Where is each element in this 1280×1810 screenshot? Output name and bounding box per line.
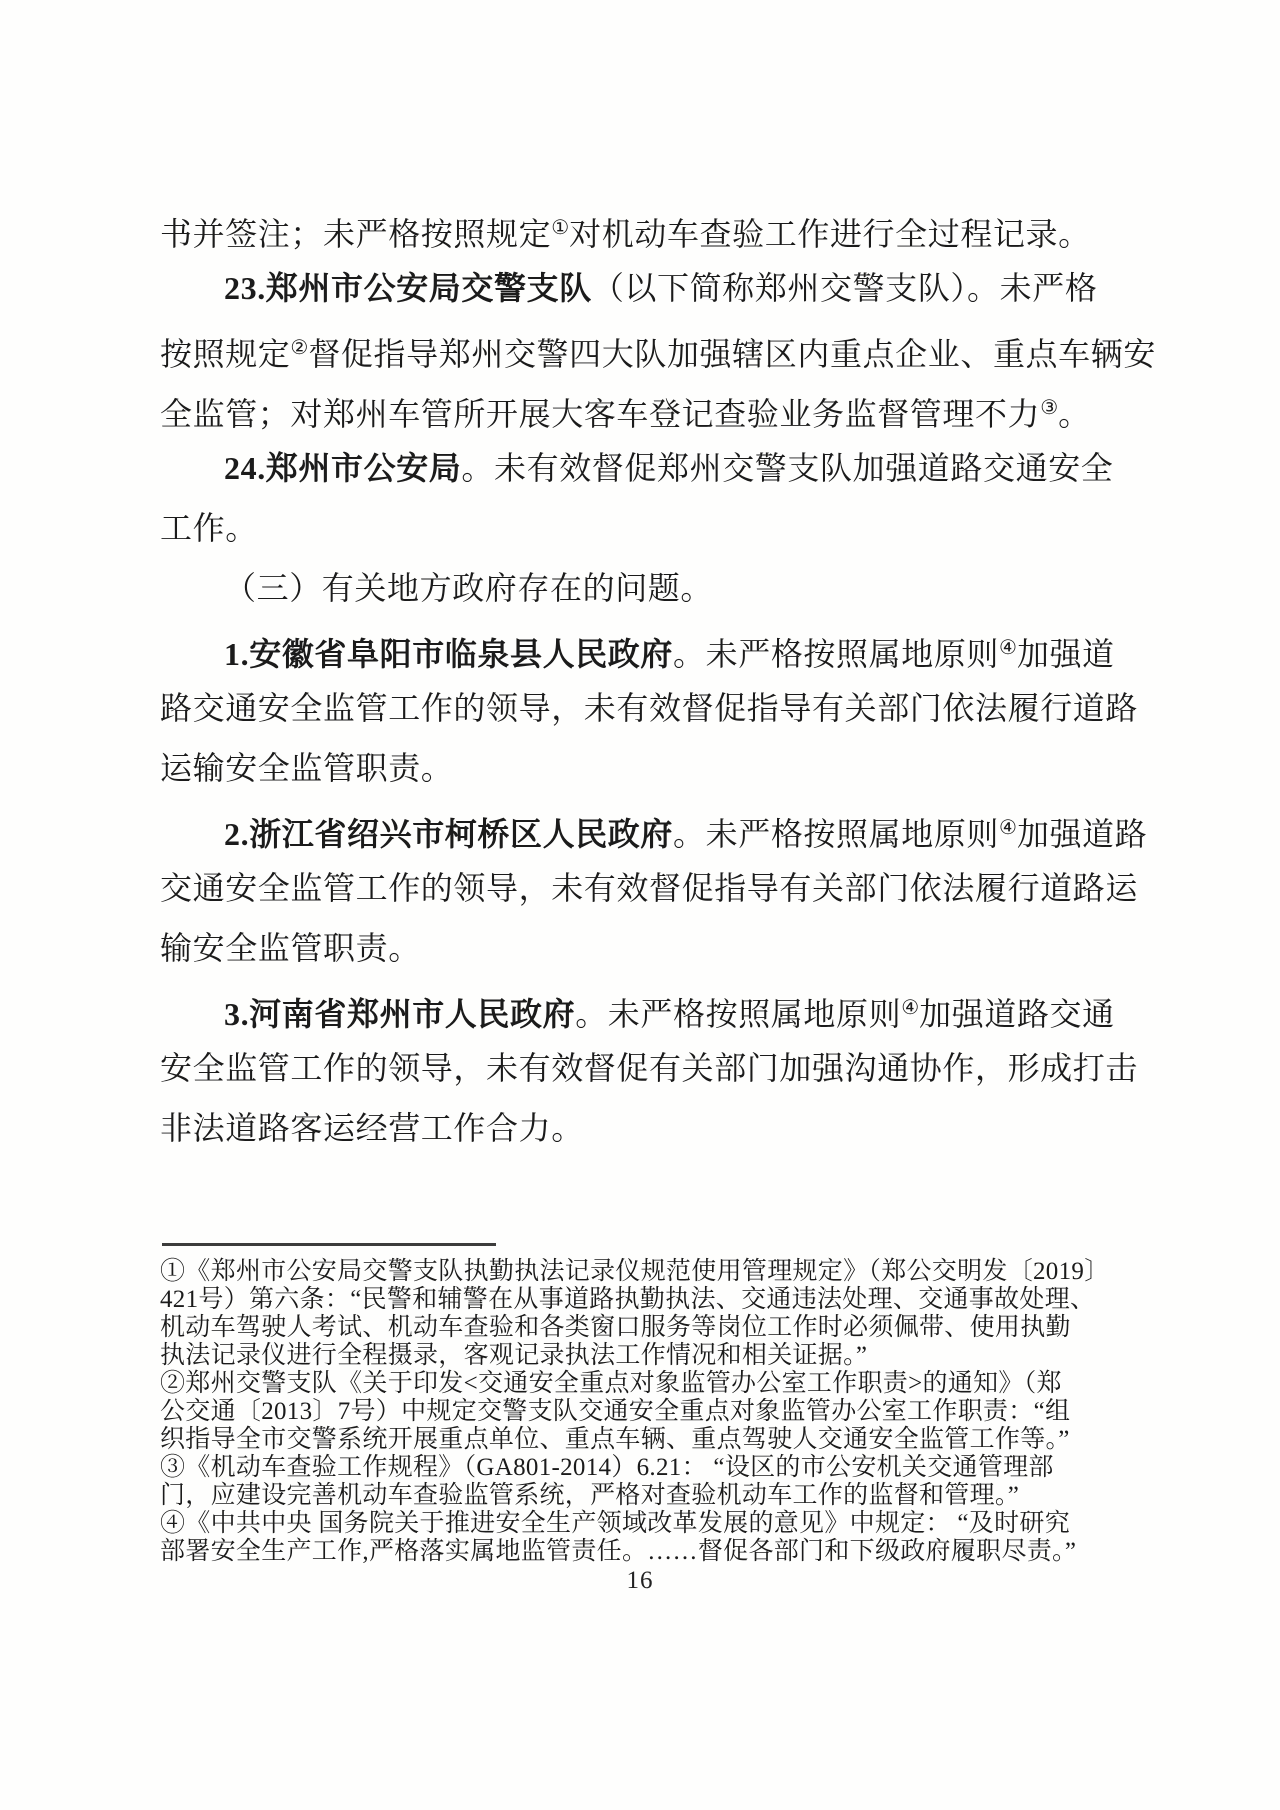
body-text-segment: 加强道路 <box>1016 816 1148 852</box>
body-text-segment: 督促指导郑州交警四大队加强辖区内重点企业、重点车辆安 <box>308 336 1156 372</box>
footnote-reference-mark: ④ <box>999 817 1017 839</box>
body-text-segment: 加强道 <box>1016 636 1115 672</box>
body-text-segment: 按照规定 <box>160 336 291 372</box>
body-text-segment: 。 <box>1058 396 1091 432</box>
body-line <box>160 678 1142 738</box>
body-text-segment: （三）有关地方政府存在的问题。 <box>224 570 714 606</box>
body-text-segment: 非法道路客运经营工作合力。 <box>160 1110 584 1146</box>
body-text-segment: 。未严格按照属地原则 <box>673 816 1000 852</box>
body-text-segment: 。未严格按照属地原则 <box>575 996 902 1032</box>
footnotes <box>160 1258 1150 1566</box>
body-text-segment: 运输安全监管职责。 <box>160 750 454 786</box>
body-line <box>160 618 1142 678</box>
footnote-line: 公交通〔2013〕7号）中规定交警支队交通安全重点对象监管办公室工作职责：“组 <box>160 1398 1071 1425</box>
body-text-segment: 3.河南省郑州市人民政府 <box>224 996 576 1032</box>
footnote-reference-mark: ③ <box>1040 397 1059 419</box>
footnote-line: 部署安全生产工作,严格落实属地监管责任。……督促各部门和下级政府履职尽责。” <box>160 1538 1077 1565</box>
footnote-divider <box>162 1243 496 1246</box>
body-line <box>160 258 1142 318</box>
body-text <box>160 198 1156 1158</box>
body-text-segment: 1.安徽省阜阳市临泉县人民政府 <box>224 636 674 672</box>
body-line <box>160 198 1142 258</box>
body-text-segment: 加强道路交通 <box>919 996 1115 1032</box>
footnote-reference-mark: ② <box>290 337 309 359</box>
body-line <box>160 1038 1142 1098</box>
footnote-line: ④《中共中央 国务院关于推进安全生产领域改革发展的意见》中规定： “及时研究 <box>160 1510 1070 1537</box>
body-text-segment: 对机动车查验工作进行全过程记录。 <box>569 216 1091 252</box>
footnote-reference-mark: ④ <box>999 637 1017 659</box>
body-line <box>160 438 1142 498</box>
footnote-line: 织指导全市交警系统开展重点单位、重点车辆、重点驾驶人交通安全监管工作等。” <box>160 1426 1070 1453</box>
body-text-segment: 。未严格按照属地原则 <box>673 636 1000 672</box>
body-text-segment: 工作。 <box>160 510 258 546</box>
footnote-line: 421号）第六条：“民警和辅警在从事道路执勤执法、交通违法处理、交通事故处理、 <box>160 1286 1096 1313</box>
footnote-line: 执法记录仪进行全程摄录，客观记录执法工作情况和相关证据。” <box>160 1342 868 1369</box>
page-number: 16 <box>626 1567 654 1594</box>
body-line <box>160 978 1142 1038</box>
body-line <box>160 1098 1142 1158</box>
body-text-segment: 输安全监管职责。 <box>160 930 421 966</box>
body-line <box>160 378 1142 438</box>
body-text-segment: 24.郑州市公安局 <box>224 450 462 486</box>
footnote-line: ①《郑州市公安局交警支队执勤执法记录仪规范使用管理规定》（郑公交明发〔2019〕 <box>160 1258 1110 1285</box>
footnote-line: 机动车驾驶人考试、机动车查验和各类窗口服务等岗位工作时必须佩带、使用执勤 <box>160 1314 1071 1341</box>
body-line <box>160 858 1142 918</box>
body-text-segment: 书并签注；未严格按照规定 <box>160 216 552 252</box>
body-text-segment: 交通安全监管工作的领导，未有效督促指导有关部门依法履行道路运 <box>160 870 1139 906</box>
footnote-reference-mark: ④ <box>901 997 920 1019</box>
body-line <box>160 318 1156 378</box>
body-line <box>160 558 1142 618</box>
body-line <box>160 498 1142 558</box>
body-text-segment: 23.郑州市公安局交警支队 <box>224 270 592 306</box>
body-text-segment: 安全监管工作的领导，未有效督促有关部门加强沟通协作，形成打击 <box>160 1050 1139 1086</box>
body-text-segment: 全监管；对郑州车管所开展大客车登记查验业务监督管理不力 <box>160 396 1041 432</box>
body-text-segment: （以下简称郑州交警支队）。未严格 <box>591 270 1098 306</box>
body-text-segment: 路交通安全监管工作的领导，未有效督促指导有关部门依法履行道路 <box>160 690 1139 726</box>
body-line <box>160 738 1142 798</box>
footnote-line: ③《机动车查验工作规程》（GA801-2014）6.21： “设区的市公安机关交通管理部 <box>160 1454 1054 1481</box>
body-text-segment: 。未有效督促郑州交警支队加强道路交通安全 <box>461 450 1114 486</box>
footnote-line: ②郑州交警支队《关于印发<交通安全重点对象监管办公室工作职责>的通知》（郑 <box>160 1370 1062 1397</box>
body-line <box>160 918 1142 978</box>
body-text-segment: 2.浙江省绍兴市柯桥区人民政府 <box>224 816 674 852</box>
footnote-line: 门，应建设完善机动车查验监管系统，严格对查验机动车工作的监督和管理。” <box>160 1482 1020 1509</box>
body-line <box>160 798 1148 858</box>
footnote-reference-mark: ① <box>551 217 570 239</box>
